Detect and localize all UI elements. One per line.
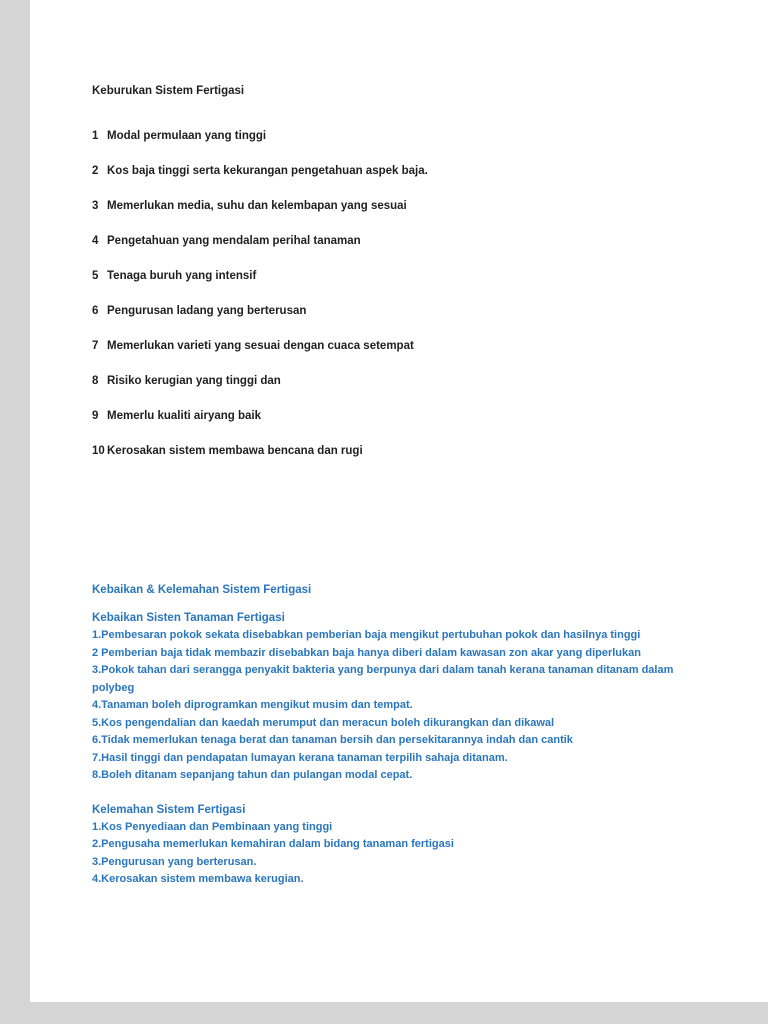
list-item xyxy=(92,409,702,423)
item-text: Memerlu kualiti airyang baik xyxy=(107,410,262,422)
keburukan-list xyxy=(92,129,702,458)
item-number: 5 xyxy=(92,270,99,282)
keburukan-title: Keburukan Sistem Fertigasi xyxy=(92,85,245,97)
list-item xyxy=(92,164,702,178)
blue-section-title: Kebaikan & Kelemahan Sistem Fertigasi xyxy=(92,584,312,596)
kelemahan-item: 3.Pengurusan yang berterusan. xyxy=(92,855,257,868)
item-number: 2 xyxy=(92,165,99,177)
item-number: 8 xyxy=(92,375,99,387)
item-text: Kerosakan sistem membawa bencana dan rugi xyxy=(107,445,363,457)
item-text: Memerlukan varieti yang sesuai dengan cuaca setempat xyxy=(107,340,414,352)
document-page xyxy=(30,0,768,1002)
kebaikan-item: 4.Tanaman boleh diprogramkan mengikut musim dan tempat. xyxy=(92,699,413,711)
kebaikan-item: 5.Kos pengendalian dan kaedah merumput dan meracun boleh dikurangkan dan dikawal xyxy=(92,716,555,729)
item-text: Memerlukan media, suhu dan kelembapan yang sesuai xyxy=(107,200,407,212)
section-keburukan xyxy=(92,84,702,479)
kebaikan-item: 7.Hasil tinggi dan pendapatan lumayan kerana tanaman terpilih sahaja ditanam. xyxy=(92,751,508,764)
list-item xyxy=(92,234,702,248)
item-number: 3 xyxy=(92,200,99,212)
item-text: Tenaga buruh yang intensif xyxy=(107,270,257,282)
kelemahan-item: 4.Kerosakan sistem membawa kerugian. xyxy=(92,873,304,885)
item-number: 9 xyxy=(92,410,99,422)
section-kebaikan-kelemahan xyxy=(92,582,677,889)
kebaikan-item: 6.Tidak memerlukan tenaga berat dan tanaman bersih dan persekitarannya indah dan cantik xyxy=(92,734,573,746)
item-text: Pengurusan ladang yang berterusan xyxy=(107,305,307,317)
kebaikan-item: 3.Pokok tahan dari serangga penyakit bakteria yang berpunya dari dalam tanah kerana tanaman ditanam dalam polybeg xyxy=(92,664,674,694)
kebaikan-item: 2 Pemberian baja tidak membazir disebabkan baja hanya diberi dalam kawasan zon akar yang diperlukan xyxy=(92,646,641,659)
kebaikan-item: 8.Boleh ditanam sepanjang tahun dan pulangan modal cepat. xyxy=(92,769,413,781)
item-text: Pengetahuan yang mendalam perihal tanaman xyxy=(107,235,361,247)
list-item xyxy=(92,374,702,388)
item-number: 1 xyxy=(92,130,99,142)
item-text: Kos baja tinggi serta kekurangan pengetahuan aspek baja. xyxy=(107,165,428,177)
item-text: Modal permulaan yang tinggi xyxy=(107,130,267,142)
list-item xyxy=(92,339,702,353)
item-text: Risiko kerugian yang tinggi dan xyxy=(107,375,281,387)
kebaikan-title: Kebaikan Sisten Tanaman Fertigasi xyxy=(92,612,285,624)
kelemahan-item: 1.Kos Penyediaan dan Pembinaan yang tinggi xyxy=(92,820,333,833)
kelemahan-title: Kelemahan Sistem Fertigasi xyxy=(92,803,246,816)
kelemahan-item: 2.Pengusaha memerlukan kemahiran dalam bidang tanaman fertigasi xyxy=(92,838,454,850)
list-item xyxy=(92,199,702,213)
item-number: 7 xyxy=(92,340,99,352)
list-item xyxy=(92,444,702,458)
kebaikan-item: 1.Pembesaran pokok sekata disebabkan pemberian baja mengikut pertubuhan pokok dan hasilnya tinggi xyxy=(92,629,641,641)
item-number: 6 xyxy=(92,305,99,317)
list-item xyxy=(92,269,702,283)
item-number: 10 xyxy=(92,445,105,457)
item-number: 4 xyxy=(92,235,99,247)
list-item xyxy=(92,304,702,318)
list-item xyxy=(92,129,702,143)
